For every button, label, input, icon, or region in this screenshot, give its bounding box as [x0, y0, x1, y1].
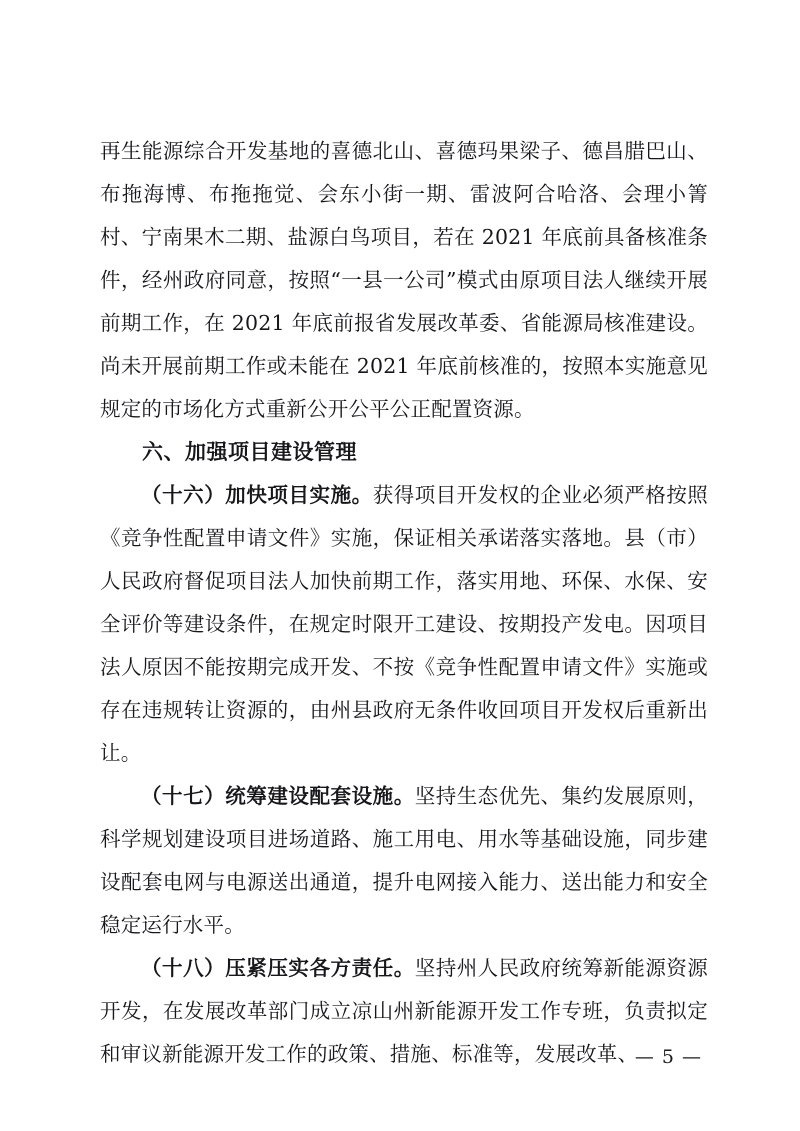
paragraph-item-16-lead: （十六）加快项目实施。 — [141, 483, 373, 507]
paragraph-item-18 — [100, 947, 708, 1076]
paragraph-item-17-text: 坚持生态优先、集约发展原则，科学规划建设项目进场道路、施工用电、用水等基础设施，同步建设配套电网与电源送出通道，提升电网接入能力、送出能力和安全稳定运行水平。 — [100, 784, 708, 937]
paragraph-item-18-lead: （十八）压紧压实各方责任。 — [141, 956, 415, 980]
paragraph-item-17-lead: （十七）统筹建设配套设施。 — [141, 784, 415, 808]
paragraph-continuation: 再生能源综合开发基地的喜德北山、喜德玛果梁子、德昌腊巴山、布拖海博、布拖拖觉、会东小街一期、雷波阿合哈洛、会理小箐村、宁南果木二期、盐源白鸟项目，若在 2021 年底前具备核准条件，经州政府同意，按照“一县一公司”模式由原项目法人继续开展前期工作，在 2021 年底前报省发展改革委、省能源局核准建设。尚未开展前期工作或未能在 2021 年底前核准的，按照本实施意见规定的市场化方式重新公开公平公正配置资源。 — [100, 139, 708, 421]
paragraph-item-18-text: 坚持州人民政府统筹新能源资源开发，在发展改革部门成立凉山州新能源开发工作专班，负责拟定和审议新能源开发工作的政策、措施、标准等，发展改革、 — [100, 956, 708, 1066]
document-body — [100, 130, 708, 1076]
paragraph-item-17 — [100, 775, 708, 947]
paragraph-item-16 — [100, 474, 708, 775]
page-number: — 5 — — [634, 1046, 702, 1068]
paragraph-item-16-text: 获得项目开发权的企业必须严格按照《竞争性配置申请文件》实施，保证相关承诺落实落地。县（市）人民政府督促项目法人加快前期工作，落实用地、环保、水保、安全评价等建设条件，在规定时限开工建设、按期投产发电。因项目法人原因不能按期完成开发、不按《竞争性配置申请文件》实施或存在违规转让资源的，由州县政府无条件收回项目开发权后重新出让。 — [100, 483, 708, 765]
section-heading-six: 六、加强项目建设管理 — [142, 440, 357, 464]
